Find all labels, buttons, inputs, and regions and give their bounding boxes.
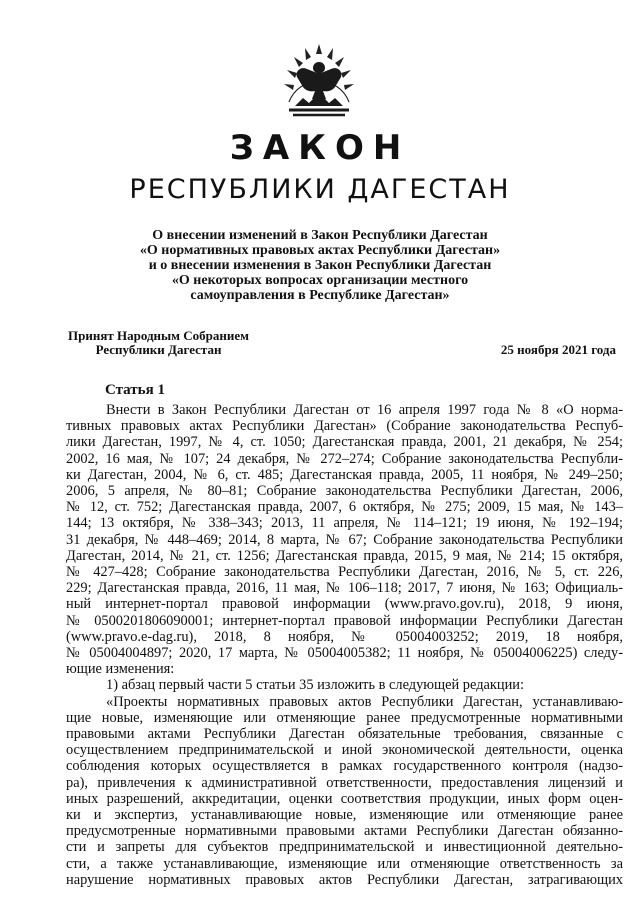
body-line: иных разрешений, аккредитации, оценки соответствия продукции, иных форм оцен-: [66, 790, 623, 807]
body-line: № 0500201806090001; интернет-портал правовой информации Республики Дагестан: [66, 612, 623, 629]
body-line: 2002, 16 мая, № 107; 24 декабря, № 272–274; Собрание законодательства Республи-: [66, 450, 623, 467]
body-line: нарушение нормативных правовых актов Республики Дагестан, затрагивающих: [66, 871, 623, 888]
adopted-line: Принят Народным Собранием: [68, 328, 250, 343]
body-line: № 12, ст. 752; Дагестанская правда, 2007, 6 октября, № 275; 2009, 15 мая, № 143–: [66, 499, 623, 516]
body-line: (www.pravo.e-dag.ru), 2018, 8 ноября, № 05004003252; 2019, 18 ноября,: [66, 628, 623, 645]
body-line: Дагестан, 2014, № 21, ст. 1256; Дагестанская правда, 2015, 9 мая, № 214; 15 октября,: [66, 547, 623, 564]
body-line: Внести в Закон Республики Дагестан от 16 апреля 1997 года № 8 «О норма-: [106, 402, 623, 418]
body-line: ра), привлечения к административной ответственности, предоставления лицензий и: [66, 774, 623, 791]
body-line: предусмотренные нормативными правовыми актами Республики Дагестан обязанно-: [66, 823, 623, 840]
body-line: сти и запреты для субъектов предпринимательской и инвестиционной деятельно-: [66, 839, 623, 856]
body-line: 144; 13 октября, № 338–343; 2013, 11 апреля, № 114–121; 19 июня, № 192–194;: [66, 515, 623, 532]
coat-of-arms-icon: [277, 40, 361, 120]
body-line: щие новые, изменяющие или отменяющие ранее предусмотренные нормативными: [66, 709, 623, 726]
body-line: 229; Дагестанская правда, 2016, 11 мая, № 106–118; 2017, 7 июня, № 163; Официаль-: [66, 580, 623, 597]
adoption-date: 25 ноября 2021 года: [500, 342, 616, 357]
body-line: соблюдения которых осуществляется в рамках государственного контроля (надзо-: [66, 758, 623, 775]
about-line: О внесении изменений в Закон Республики Дагестан: [152, 228, 488, 243]
body-line: тивных правовых актах Республики Дагестан» (Собрание законодательства Респуб-: [66, 418, 623, 435]
body-line: ки Дагестан, 2004, № 6, ст. 485; Дагестанская правда, 2005, 11 ноября, № 249–250;: [66, 466, 623, 483]
body-line: ный интернет-портал правовой информации (www.pravo.gov.ru), 2018, 9 июня,: [66, 596, 623, 613]
about-line: самоуправления в Республике Дагестан»: [190, 288, 450, 303]
body-line: 2006, 5 апреля, № 80–81; Собрание законодательства Республики Дагестан, 2006,: [66, 483, 623, 500]
body-line: ющие изменения:: [66, 661, 175, 678]
body-line: ки и экспертиз, устанавливающие новые, изменяющие или отменяющие ранее: [66, 807, 623, 824]
body-line: 1) абзац первый части 5 статьи 35 изложить в следующей редакции:: [106, 677, 524, 694]
about-line: «О некоторых вопросах организации местного: [171, 273, 469, 288]
adopted-by: [68, 329, 249, 357]
republic-subtitle: РЕСПУБЛИКИ ДАГЕСТАН: [129, 174, 511, 205]
body-line: лики Дагестан, 1997, № 4, ст. 1050; Дагестанская правда, 2001, 21 декабря, № 254;: [66, 434, 623, 451]
body-line: № 05004004897; 2020, 17 марта, № 05004005382; 11 ноября, № 05004006225) следу-: [66, 645, 623, 662]
body-line: 31 декабря, № 448–469; 2014, 8 марта, № 67; Собрание законодательства Республики: [66, 531, 623, 548]
law-about-heading: [60, 228, 580, 303]
body-line: осуществлением предпринимательской и иной экономической деятельности, оценка: [66, 742, 623, 759]
body-line: «Проекты нормативных правовых актов Республики Дагестан, устанавливаю-: [106, 693, 623, 710]
article-body: [66, 402, 623, 888]
body-line: сти, а также устанавливающие, изменяющие или отменяющие ответственность за: [66, 855, 623, 872]
about-line: «О нормативных правовых актах Республики Дагестан»: [139, 243, 501, 258]
body-line: правовыми актами Республики Дагестан обязательные требования, связанные с: [66, 726, 623, 743]
law-title: ЗАКОН: [229, 128, 411, 168]
about-line: и о внесении изменения в Закон Республики Дагестан: [148, 258, 492, 273]
body-line: № 427–428; Собрание законодательства Республики Дагестан, 2016, № 5, ст. 226,: [66, 564, 623, 581]
article-heading: Статья 1: [105, 382, 165, 398]
adopted-line: Республики Дагестан: [95, 342, 222, 357]
